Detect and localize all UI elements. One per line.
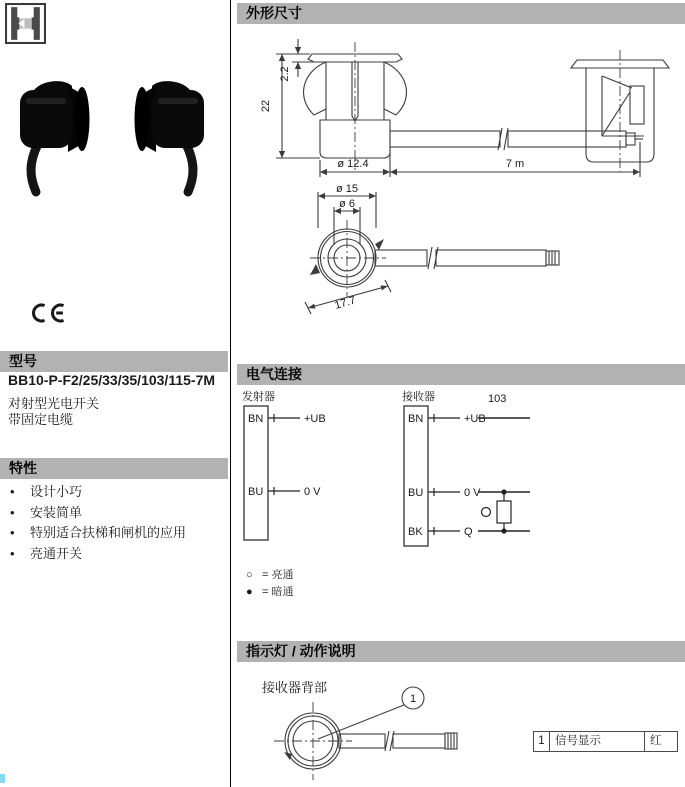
wire-color-bn: BN: [248, 413, 264, 425]
features-section-title: 特性: [9, 460, 37, 476]
indicator-section-title: 指示灯 / 动作说明: [246, 643, 356, 659]
signal-0v: 0 V: [464, 487, 481, 499]
indicator-table-index: 1: [538, 735, 545, 747]
sensor-right: [135, 81, 205, 192]
dim-aperture-diameter: ø 6: [339, 198, 355, 210]
signal-ub: +UB: [464, 413, 486, 425]
description-line: 带固定电缆: [8, 412, 74, 427]
bullet-glyph: •: [10, 504, 15, 520]
column-divider: [230, 0, 231, 787]
feature-item: [8, 544, 186, 565]
transmitter-label: 发射器: [242, 391, 275, 403]
product-photo: [12, 78, 212, 198]
indicator-table-name: 信号显示: [549, 732, 644, 751]
variant-number: 103: [488, 393, 507, 405]
wiring-diagram: [238, 388, 685, 600]
wiring-section-title: 电气连接: [246, 366, 302, 382]
feature-text: 特别适合扶梯和闸机的应用: [30, 525, 187, 540]
dim-cap-height: 2.2: [279, 66, 291, 82]
feature-item: [8, 503, 186, 524]
feature-text: 设计小巧: [30, 484, 83, 499]
indicator-table: [533, 731, 678, 752]
signal-0v: 0 V: [304, 486, 321, 498]
indicator-table-value: 红: [644, 732, 677, 751]
legend-text-light-on: = 亮通: [262, 569, 294, 581]
feature-item: [8, 482, 186, 503]
dim-cable-length: 7 m: [505, 158, 525, 170]
wire-color-bn: BN: [408, 413, 424, 425]
model-number: BB10-P-F2/25/33/35/103/115-7M: [8, 372, 216, 388]
model-section-header: [0, 351, 228, 372]
indicator-drawing: [238, 668, 685, 787]
feature-item: [8, 523, 186, 544]
dim-body-diameter: ø 12.4: [337, 158, 369, 170]
legend-symbol-dark-on: ●: [246, 586, 253, 598]
dimensions-section-title: 外形尺寸: [246, 5, 302, 21]
signal-ub: +UB: [304, 413, 326, 425]
wire-color-bu: BU: [248, 486, 264, 498]
legend-symbol-light-on: ○: [246, 569, 253, 581]
bullet-glyph: •: [10, 484, 15, 499]
bullet-glyph: •: [10, 545, 15, 561]
wiring-section-header: [237, 364, 685, 385]
sensor-left: [20, 81, 90, 192]
dimension-drawing-side-view: [240, 30, 685, 182]
wire-color-bu: BU: [408, 487, 424, 499]
receiver-label: 接收器: [402, 391, 435, 403]
indicator-drawing-label: 接收器背部: [262, 680, 328, 695]
features-list: [8, 482, 186, 564]
legend-text-dark-on: = 暗通: [262, 586, 294, 598]
callout-number: 1: [409, 693, 417, 705]
signal-q: Q: [464, 526, 473, 538]
feature-text: 安装简单: [30, 504, 83, 520]
indicator-section-header: [237, 641, 685, 662]
model-section-title: 型号: [9, 353, 37, 369]
model-description: [8, 396, 99, 428]
ce-mark: [28, 300, 66, 326]
feature-text: 亮通开关: [30, 545, 83, 561]
description-line: 对射型光电开关: [8, 396, 100, 411]
dim-total-height: 22: [260, 99, 272, 113]
page-edge-artifact: [0, 774, 5, 783]
dimension-drawing-top-view: [280, 178, 590, 320]
bullet-glyph: •: [10, 525, 15, 540]
dimensions-section-header: [237, 3, 685, 24]
through-beam-sensor-icon: [5, 3, 46, 44]
features-section-header: [0, 458, 228, 479]
wire-color-bk: BK: [408, 526, 423, 538]
dim-diagonal-width: 17.7: [333, 294, 358, 312]
dim-flange-diameter: ø 15: [335, 183, 359, 195]
